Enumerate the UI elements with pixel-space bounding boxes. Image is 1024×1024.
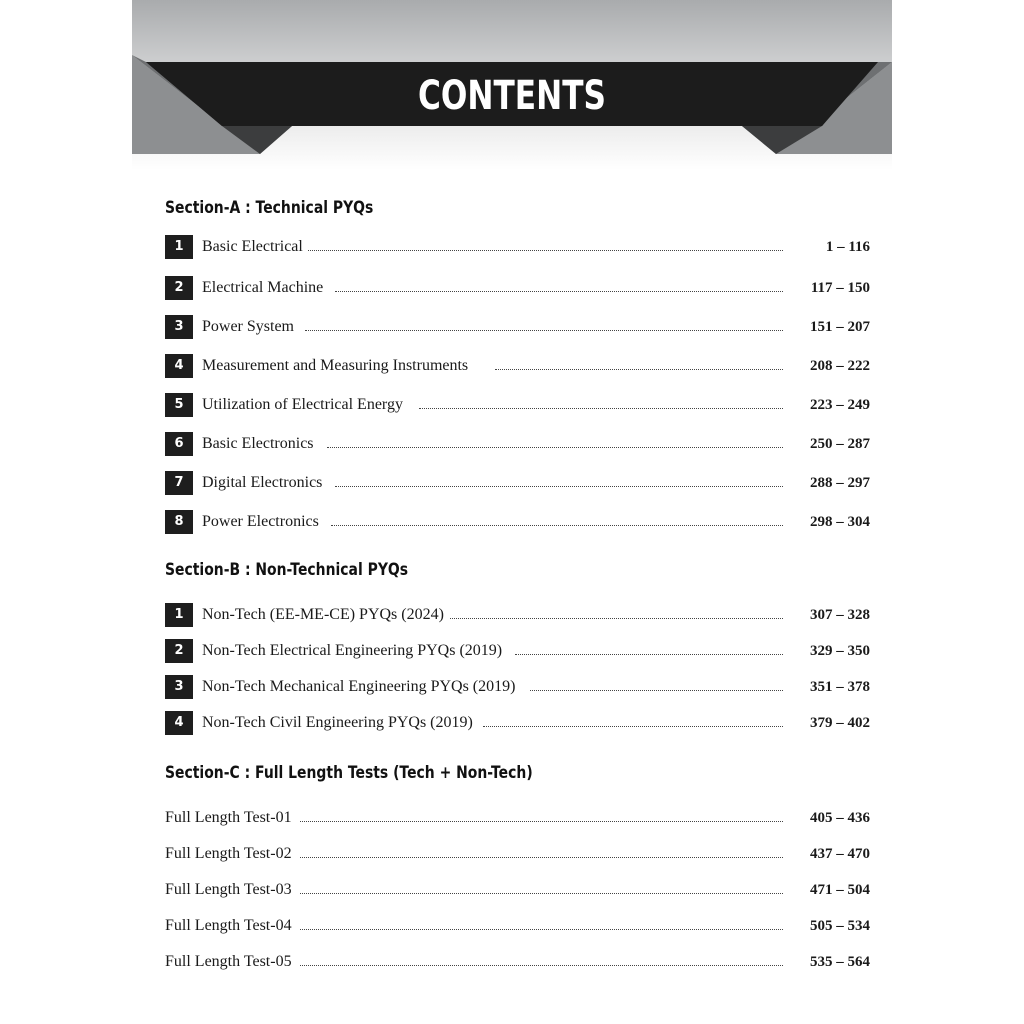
toc-row[interactable] (165, 510, 870, 534)
item-page-range: 208 – 222 (810, 358, 870, 374)
item-number-badge: 6 (165, 432, 193, 456)
item-title: Non-Tech Civil Engineering PYQs (2019) (202, 711, 477, 735)
item-page-range: 1 – 116 (825, 239, 870, 255)
item-page-range: 505 – 534 (810, 918, 870, 934)
dot-leader (450, 618, 783, 619)
item-title: Full Length Test-03 (165, 878, 296, 902)
section-heading-b: Section-B : Non-Technical PYQs (165, 560, 409, 580)
toc-row[interactable] (165, 675, 870, 699)
item-number-badge: 5 (165, 393, 193, 417)
dot-leader (300, 893, 783, 894)
dot-leader (305, 250, 783, 251)
item-title: Non-Tech Mechanical Engineering PYQs (2019) (202, 675, 519, 699)
item-number-badge: 4 (165, 711, 193, 735)
item-number-badge: 2 (165, 639, 193, 663)
item-number-badge: 4 (165, 354, 193, 378)
dot-leader (483, 726, 783, 727)
item-number-badge: 3 (165, 675, 193, 699)
dot-leader (530, 690, 783, 691)
item-number-badge: 3 (165, 315, 193, 339)
item-title: Basic Electronics (202, 432, 318, 456)
item-page-range: 405 – 436 (810, 810, 870, 826)
dot-leader (335, 291, 783, 292)
dot-leader (331, 525, 783, 526)
toc-row[interactable] (165, 806, 870, 830)
item-page-range: 379 – 402 (810, 715, 870, 731)
item-title: Utilization of Electrical Energy (202, 393, 407, 417)
dot-leader (335, 486, 783, 487)
item-number-badge: 2 (165, 276, 193, 300)
toc-row[interactable] (165, 950, 870, 974)
item-page-range: 329 – 350 (810, 643, 870, 659)
header-banner (132, 0, 892, 170)
dot-leader (300, 857, 783, 858)
toc-row[interactable] (165, 842, 870, 866)
section-heading-c: Section-C : Full Length Tests (Tech + Non-Tech) (165, 763, 533, 783)
section-heading-a: Section-A : Technical PYQs (165, 198, 374, 218)
toc-row[interactable] (165, 639, 870, 663)
dot-leader (327, 447, 783, 448)
item-title: Non-Tech (EE-ME-CE) PYQs (2024) (202, 603, 448, 627)
toc-row[interactable] (165, 315, 870, 339)
toc-row[interactable] (165, 354, 870, 378)
item-title: Power Electronics (202, 510, 323, 534)
item-page-range: 307 – 328 (810, 607, 870, 623)
item-page-range: 535 – 564 (810, 954, 870, 970)
item-title: Measurement and Measuring Instruments (202, 354, 472, 378)
dot-leader (300, 821, 783, 822)
item-title: Basic Electrical (202, 235, 307, 259)
item-title: Full Length Test-01 (165, 806, 296, 830)
toc-row[interactable] (165, 878, 870, 902)
item-title: Digital Electronics (202, 471, 326, 495)
item-page-range: 471 – 504 (810, 882, 870, 898)
item-number-badge: 1 (165, 235, 193, 259)
dot-leader (515, 654, 783, 655)
dot-leader (419, 408, 783, 409)
page-title: CONTENTS (417, 73, 606, 119)
item-title: Power System (202, 315, 298, 339)
dot-leader (300, 965, 783, 966)
item-page-range: 437 – 470 (810, 846, 870, 862)
item-page-range: 351 – 378 (810, 679, 870, 695)
item-title: Full Length Test-05 (165, 950, 296, 974)
item-title: Non-Tech Electrical Engineering PYQs (2019) (202, 639, 506, 663)
item-number-badge: 1 (165, 603, 193, 627)
item-page-range: 223 – 249 (810, 397, 870, 413)
dot-leader (300, 929, 783, 930)
dot-leader (305, 330, 783, 331)
item-page-range: 298 – 304 (810, 514, 870, 530)
toc-row[interactable] (165, 471, 870, 495)
toc-row[interactable] (165, 235, 870, 259)
item-number-badge: 8 (165, 510, 193, 534)
toc-row[interactable] (165, 432, 870, 456)
item-page-range: 117 – 150 (810, 280, 870, 296)
dot-leader (495, 369, 783, 370)
item-page-range: 288 – 297 (810, 475, 870, 491)
item-page-range: 250 – 287 (810, 436, 870, 452)
item-number-badge: 7 (165, 471, 193, 495)
toc-row[interactable] (165, 914, 870, 938)
item-title: Full Length Test-02 (165, 842, 296, 866)
toc-row[interactable] (165, 711, 870, 735)
toc-row[interactable] (165, 276, 870, 300)
toc-row[interactable] (165, 603, 870, 627)
toc-row[interactable] (165, 393, 870, 417)
item-title: Full Length Test-04 (165, 914, 296, 938)
item-page-range: 151 – 207 (810, 319, 870, 335)
item-title: Electrical Machine (202, 276, 327, 300)
